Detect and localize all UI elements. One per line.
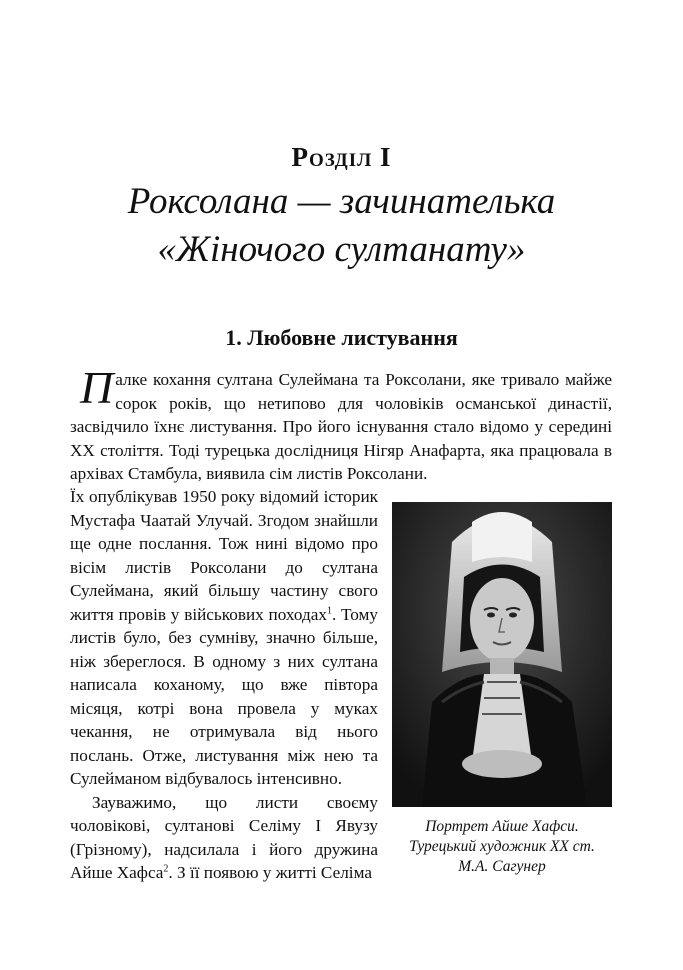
chapter-title-line-1: Роксолана — зачинателька — [127, 181, 556, 222]
footnote-ref-2: 2 — [163, 863, 169, 875]
portrait-image — [392, 502, 612, 807]
paragraph-3-text-a: Зауважимо, що листи своєму чоловікові, султанові Селіму І Явузу (Грізному), надсилала і його дружина Айше Хафса — [70, 792, 378, 882]
portrait-icon — [392, 502, 612, 807]
caption-line-1: Портрет Айше Хафси. — [425, 818, 579, 835]
drop-cap: П — [80, 362, 114, 413]
paragraph-3-text-b: . З її появою у житті Селіма — [168, 863, 372, 882]
paragraph-2-text-a: Їх опублікував 1950 року відомий історик Мустафа Чаатай Улучай. Згодом знайшли ще одне послання. Тож нині відомо про вісім листів Роксолани до султана Сулеймана, який більшу частину свого життя провів у військових походах — [70, 487, 378, 624]
caption-line-3: М.А. Сагунер — [458, 858, 546, 875]
chapter-title — [0, 178, 683, 274]
paragraph-2-text-b: . Тому листів було, без сумніву, значно більше, ніж збереглося. В одному з них султана написала коханому, що вже півтора місяця, котрі вона провела у муках чекання, не отримувала від нього послань. Отже, листування між нею та Сулейманом відбувалось інтенсивно. — [70, 604, 378, 788]
section-label: Розділ I — [291, 142, 392, 172]
paragraph-3 — [70, 791, 378, 885]
paragraph-1 — [70, 362, 612, 486]
text-column — [70, 485, 378, 885]
paragraph-2 — [70, 485, 378, 791]
chapter-title-line-2: «Жіночого султанату» — [157, 229, 526, 270]
footnote-ref-1: 1 — [326, 604, 332, 616]
image-caption — [392, 817, 612, 877]
subheading: 1. Любовне листування — [225, 325, 458, 350]
paragraph-1-text: алке кохання султана Сулеймана та Роксолани, яке тривало майже сорок років, що нетипово для чоловіків османської династії, засвідчило їхнє листування. Про його існування стало відомо у середині ХХ століття. Тоді турецька дослідниця Нігяр Анафарта, яка працювала в архівах Стамбула, виявила сім листів Роксолани. — [70, 370, 612, 483]
caption-line-2: Турецький художник ХХ ст. — [409, 838, 595, 855]
